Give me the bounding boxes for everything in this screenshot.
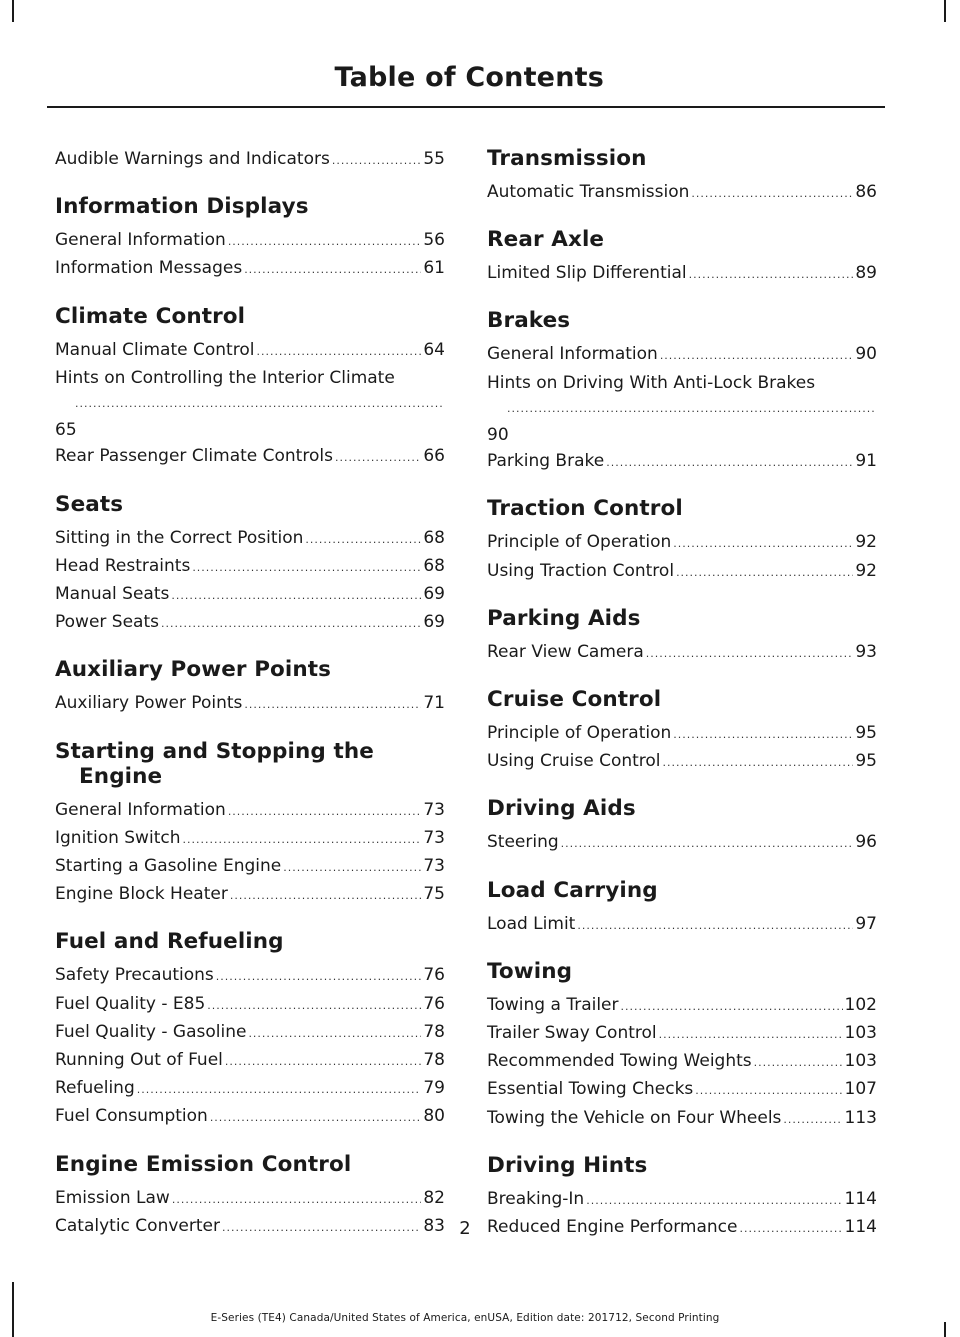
entry-title: Ignition Switch <box>55 827 181 848</box>
entry-title: Towing the Vehicle on Four Wheels <box>487 1107 782 1128</box>
toc-entry[interactable] <box>487 260 877 288</box>
entry-page-number: 56 <box>423 230 445 251</box>
dot-leader <box>244 257 421 283</box>
crop-mark-bottom-left <box>12 1282 14 1337</box>
dot-leader <box>182 827 421 853</box>
section-heading: Load Carrying <box>487 877 658 903</box>
toc-entry[interactable] <box>487 1048 877 1076</box>
entry-page-number: 86 <box>855 182 877 202</box>
entry-title: Fuel Quality - Gasoline <box>55 1021 247 1042</box>
dot-leader <box>646 641 854 667</box>
section-heading: Rear Axle <box>487 227 605 253</box>
toc-entry[interactable] <box>487 1105 877 1133</box>
entry-title: General Information <box>55 799 226 820</box>
section-heading: Traction Control <box>487 496 683 522</box>
entry-page-number: 69 <box>423 584 445 605</box>
dot-leader <box>663 750 854 776</box>
entry-title: Using Traction Control <box>487 560 675 581</box>
entry-title: Principle of Operation <box>487 723 672 744</box>
dot-leader <box>332 148 422 174</box>
entry-title: Essential Towing Checks <box>487 1079 694 1100</box>
toc-entry[interactable] <box>487 1020 877 1048</box>
entry-title: Trailer Sway Control <box>487 1023 657 1044</box>
dot-leader <box>216 964 422 990</box>
section-heading: Parking Aids <box>487 605 641 631</box>
section-heading: Climate Control <box>55 303 246 329</box>
entry-page-number: 103 <box>844 1023 877 1044</box>
dot-leader <box>561 831 854 857</box>
toc-section <box>487 308 877 476</box>
dot-leader <box>695 1078 842 1104</box>
page-number: 2 <box>459 1218 471 1239</box>
crop-mark-bottom-right <box>944 1322 946 1337</box>
toc-entry[interactable] <box>55 962 445 990</box>
entry-title: Refueling <box>55 1078 135 1099</box>
dot-leader <box>137 1077 422 1103</box>
toc-entry[interactable] <box>487 1076 877 1104</box>
dot-leader <box>283 855 421 881</box>
entry-title: Reduced Engine Performance <box>487 1217 738 1238</box>
entry-page-number: 76 <box>423 993 445 1014</box>
entry-title: Manual Seats <box>55 584 170 605</box>
section-heading: Driving Aids <box>487 796 636 822</box>
dot-leader <box>691 181 853 207</box>
dot-leader <box>75 391 443 417</box>
dot-leader <box>673 531 853 557</box>
entry-page-number: 114 <box>844 1188 877 1209</box>
section-heading: Cruise Control <box>487 687 662 713</box>
toc-entry[interactable] <box>55 991 445 1019</box>
entry-title: Principle of Operation <box>487 532 672 553</box>
entry-title: Fuel Quality - E85 <box>55 993 206 1014</box>
dot-leader <box>754 1050 843 1076</box>
toc-entry[interactable] <box>55 146 445 174</box>
entry-title: Catalytic Converter <box>55 1215 220 1236</box>
footer-edition-info: E-Series (TE4) Canada/United States of America, enUSA, Edition date: 201712, Second Printing <box>210 1312 720 1324</box>
toc-section <box>55 194 445 283</box>
dot-leader <box>228 799 422 825</box>
entry-page-number: 69 <box>423 612 445 633</box>
entry-title: Engine Block Heater <box>55 884 228 905</box>
dot-leader <box>171 583 421 609</box>
entry-page-number: 64 <box>423 339 445 360</box>
dot-leader <box>161 611 421 637</box>
toc-entry[interactable] <box>487 179 877 207</box>
dot-leader <box>659 1022 843 1048</box>
dot-leader <box>577 913 853 939</box>
entry-page-number: 61 <box>423 258 445 279</box>
dot-leader <box>228 229 422 255</box>
toc-entry[interactable] <box>487 829 877 857</box>
section-heading: Starting and Stopping the Engine <box>55 738 374 789</box>
entry-title: Using Cruise Control <box>487 751 661 772</box>
entry-page-number: 80 <box>423 1106 445 1127</box>
entry-title: Hints on Controlling the Interior Climate <box>55 367 395 388</box>
entry-title: Towing a Trailer <box>487 994 619 1015</box>
toc-entry[interactable] <box>487 720 877 748</box>
toc-section <box>487 227 877 288</box>
entry-title: Emission Law <box>55 1187 170 1208</box>
page-title: Table of Contents <box>334 62 604 93</box>
toc-section <box>55 739 445 910</box>
entry-page-number: 91 <box>855 451 877 472</box>
toc-entry[interactable] <box>487 341 877 369</box>
toc-section <box>55 929 445 1131</box>
entry-page-number: 66 <box>423 446 445 467</box>
dot-leader <box>207 993 421 1019</box>
section-heading: Transmission <box>487 146 647 171</box>
entry-page-number: 107 <box>844 1079 877 1100</box>
dot-leader <box>507 396 875 422</box>
section-heading: Fuel and Refueling <box>55 929 284 955</box>
entry-page-number: 93 <box>855 641 877 662</box>
entry-page-number: 103 <box>844 1051 877 1072</box>
entry-page-number: 73 <box>423 856 445 877</box>
section-heading: Auxiliary Power Points <box>55 657 332 683</box>
section-heading: Brakes <box>487 308 571 334</box>
dot-leader <box>305 527 421 553</box>
toc-entry[interactable] <box>487 558 877 586</box>
entry-title: Hints on Driving With Anti-Lock Brakes <box>487 372 816 393</box>
toc-section <box>487 687 877 776</box>
entry-page-number: 73 <box>423 799 445 820</box>
section-heading: Engine Emission Control <box>55 1151 352 1177</box>
dot-leader <box>172 1187 422 1213</box>
entry-page-number: 55 <box>423 149 445 169</box>
toc-entry[interactable] <box>55 255 445 283</box>
dot-leader <box>586 1188 842 1214</box>
entry-title: Head Restraints <box>55 555 191 576</box>
entry-page-number: 65 <box>55 420 77 441</box>
entry-title: Load Limit <box>487 913 576 934</box>
entry-title: Limited Slip Differential <box>487 263 687 284</box>
toc-section <box>55 146 445 174</box>
toc-entry[interactable] <box>55 881 445 909</box>
toc-entry[interactable] <box>487 992 877 1020</box>
entry-title: Audible Warnings and Indicators <box>55 149 330 169</box>
entry-page-number: 71 <box>423 693 445 714</box>
entry-page-number: 113 <box>844 1107 877 1128</box>
dot-leader <box>621 994 843 1020</box>
entry-title: Sitting in the Correct Position <box>55 527 304 548</box>
toc-entry[interactable] <box>55 581 445 609</box>
entry-page-number: 97 <box>855 913 877 934</box>
entry-title: Power Seats <box>55 612 159 633</box>
toc-entry[interactable] <box>55 1047 445 1075</box>
entry-page-number: 83 <box>423 1215 445 1236</box>
dot-leader <box>689 262 854 288</box>
toc-entry[interactable] <box>55 1075 445 1103</box>
dot-leader <box>230 883 422 909</box>
toc-entry[interactable] <box>487 748 877 776</box>
dot-leader <box>673 722 853 748</box>
entry-title: Rear View Camera <box>487 641 644 662</box>
section-heading: Seats <box>55 491 124 517</box>
entry-title: General Information <box>487 344 658 365</box>
toc-entry[interactable] <box>55 525 445 553</box>
toc-entry[interactable] <box>487 1186 877 1214</box>
header-divider <box>47 106 885 108</box>
entry-page-number: 95 <box>855 751 877 772</box>
toc-column-right <box>487 146 877 1262</box>
entry-page-number: 96 <box>855 832 877 853</box>
toc-section <box>55 304 445 472</box>
dot-leader <box>676 560 853 586</box>
toc-section <box>487 796 877 857</box>
crop-mark-top-left <box>12 0 14 22</box>
entry-page-number: 89 <box>855 263 877 284</box>
toc-entry[interactable] <box>55 1103 445 1131</box>
entry-page-number: 78 <box>423 1050 445 1071</box>
toc-entry[interactable] <box>55 553 445 581</box>
entry-page-number: 114 <box>844 1217 877 1238</box>
section-heading: Towing <box>487 958 573 984</box>
entry-title: Rear Passenger Climate Controls <box>55 446 333 467</box>
toc-entry[interactable] <box>55 853 445 881</box>
entry-page-number: 76 <box>423 965 445 986</box>
entry-page-number: 78 <box>423 1021 445 1042</box>
entry-page-number: 92 <box>855 560 877 581</box>
section-heading: Driving Hints <box>487 1152 648 1178</box>
entry-page-number: 102 <box>844 994 877 1015</box>
entry-title: Breaking-In <box>487 1188 585 1209</box>
entry-page-number: 90 <box>855 344 877 365</box>
toc-section <box>55 657 445 718</box>
toc-column-left <box>55 146 445 1261</box>
entry-page-number: 73 <box>423 827 445 848</box>
dot-leader <box>335 445 421 471</box>
toc-entry[interactable] <box>55 227 445 255</box>
entry-title: General Information <box>55 230 226 251</box>
entry-page-number: 90 <box>487 425 509 446</box>
entry-title: Steering <box>487 832 559 853</box>
toc-entry[interactable] <box>487 639 877 667</box>
dot-leader <box>244 692 421 718</box>
entry-page-number: 92 <box>855 532 877 553</box>
entry-page-number: 82 <box>423 1187 445 1208</box>
entry-title: Automatic Transmission <box>487 182 690 202</box>
toc-section <box>55 492 445 638</box>
toc-entry[interactable] <box>55 443 445 471</box>
entry-title: Fuel Consumption <box>55 1106 208 1127</box>
dot-leader <box>256 339 421 365</box>
entry-title: Manual Climate Control <box>55 339 255 360</box>
toc-entry[interactable] <box>55 609 445 637</box>
dot-leader <box>225 1049 421 1075</box>
entry-page-number: 68 <box>423 555 445 576</box>
toc-entry[interactable] <box>55 825 445 853</box>
section-heading: Information Displays <box>55 194 309 220</box>
entry-page-number: 75 <box>423 884 445 905</box>
entry-title: Auxiliary Power Points <box>55 693 243 714</box>
toc-entry[interactable] <box>487 911 877 939</box>
toc-entry[interactable] <box>55 337 445 365</box>
toc-entry[interactable] <box>487 370 877 449</box>
dot-leader <box>192 555 421 581</box>
entry-page-number: 95 <box>855 723 877 744</box>
entry-title: Running Out of Fuel <box>55 1050 223 1071</box>
toc-entry[interactable] <box>487 448 877 476</box>
toc-entry[interactable] <box>55 1019 445 1047</box>
toc-entry[interactable] <box>55 1185 445 1213</box>
toc-entry[interactable] <box>55 690 445 718</box>
toc-section <box>487 959 877 1133</box>
dot-leader <box>606 450 853 476</box>
toc-entry[interactable] <box>55 797 445 825</box>
entry-title: Parking Brake <box>487 451 605 472</box>
entry-title: Starting a Gasoline Engine <box>55 856 282 877</box>
toc-section <box>487 496 877 585</box>
crop-mark-top-right <box>944 0 946 22</box>
entry-title: Safety Precautions <box>55 965 214 986</box>
toc-section <box>487 606 877 667</box>
toc-section <box>487 878 877 939</box>
entry-page-number: 68 <box>423 527 445 548</box>
entry-page-number: 79 <box>423 1078 445 1099</box>
toc-section <box>487 146 877 207</box>
toc-entry[interactable] <box>55 365 445 444</box>
dot-leader <box>248 1021 421 1047</box>
dot-leader <box>660 343 854 369</box>
entry-title: Information Messages <box>55 258 243 279</box>
entry-title: Recommended Towing Weights <box>487 1051 752 1072</box>
dot-leader <box>783 1107 842 1133</box>
toc-entry[interactable] <box>487 529 877 557</box>
dot-leader <box>210 1105 422 1131</box>
